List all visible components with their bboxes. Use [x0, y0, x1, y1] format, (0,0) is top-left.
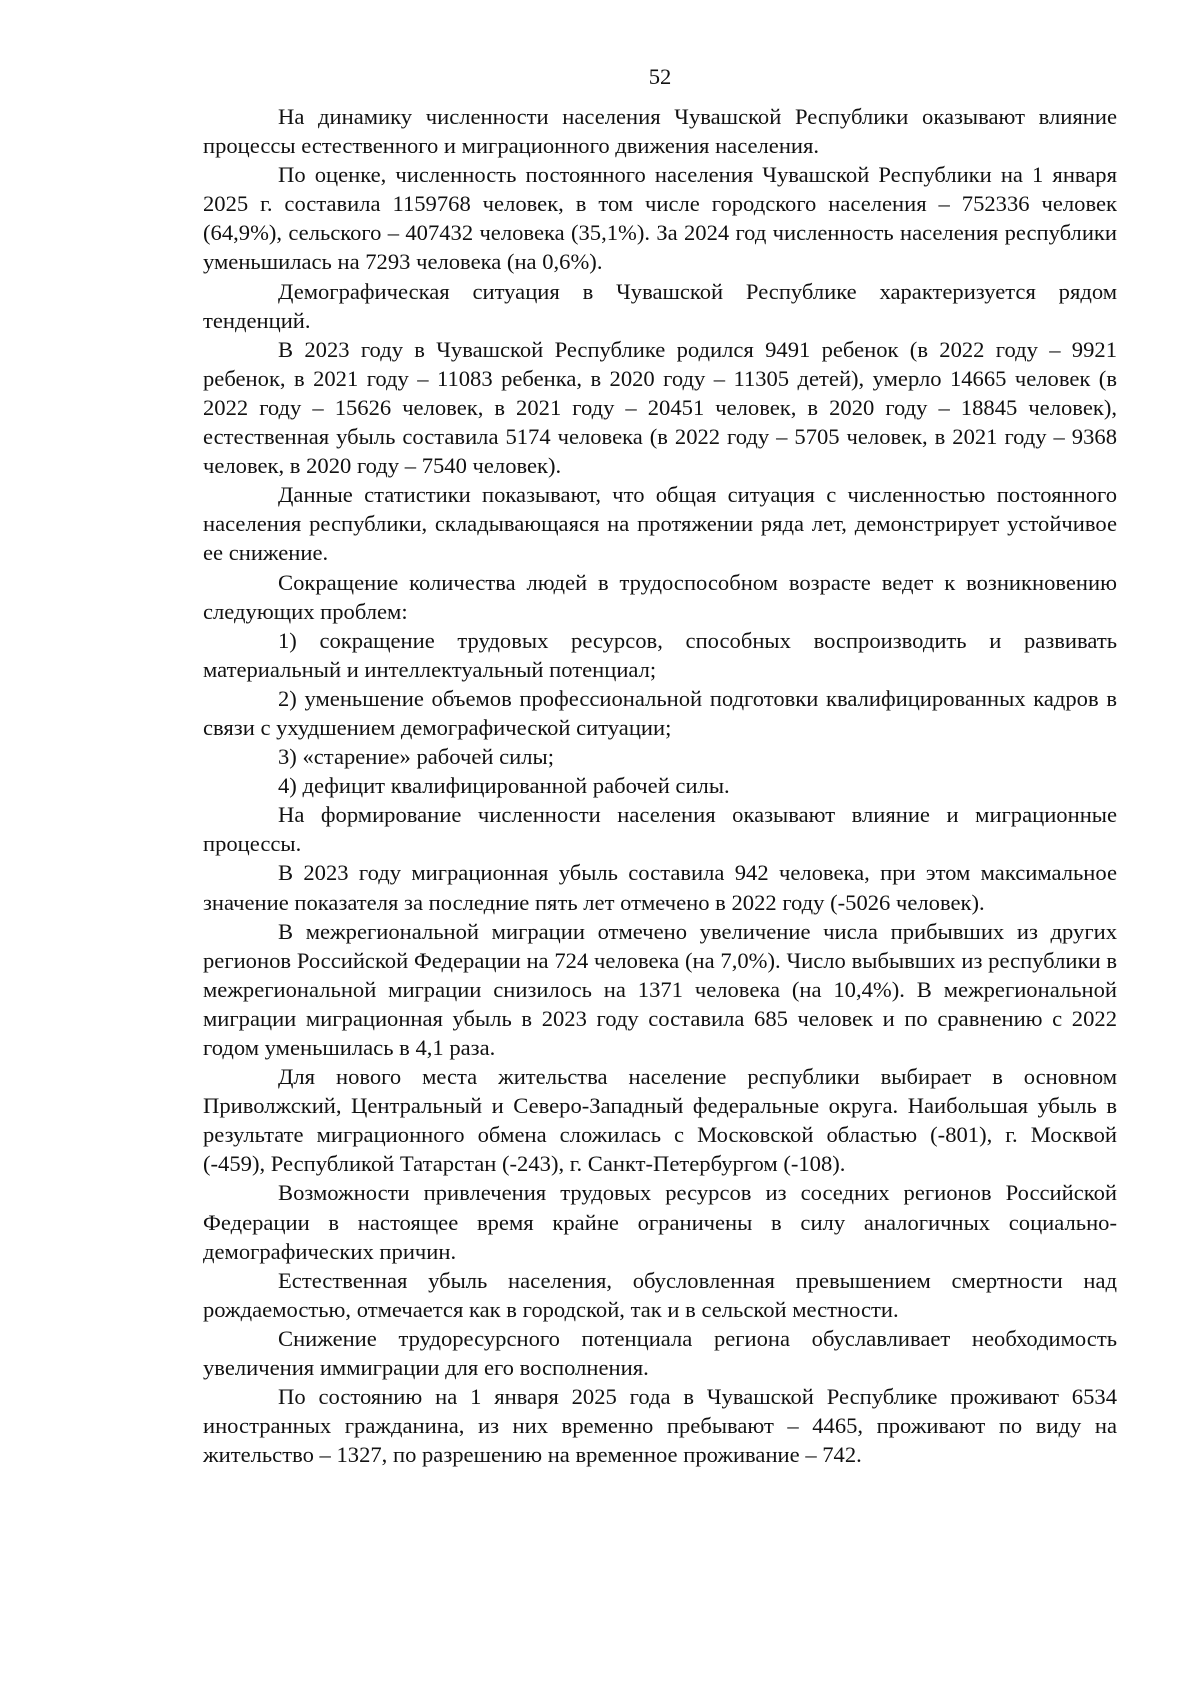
paragraph-foreign-citizens: По состоянию на 1 января 2025 года в Чувашской Республике проживают 6534 иностранных гражданина, из них временно пребывают – 4465, проживают по виду на жительство – 1327, по разрешению на временное проживание – 742.: [203, 1384, 1117, 1468]
paragraph-births-deaths: В 2023 году в Чувашской Республике родился 9491 ребенок (в 2022 году – 9921 ребенок, в 2021 году – 11083 ребенка, в 2020 году – 11305 детей), умерло 14665 человек (в 2022 году – 15626 человек, в 2021 году – 20451 человек, в 2020 году – 18845 человек), естественная убыль составила 5174 человека (в 2022 году – 5705 человек, в 2021 году – 9368 человек, в 2020 году – 7540 человек).: [203, 336, 1117, 479]
paragraph-population-dynamics: На динамику численности населения Чувашской Республики оказывают влияние процессы естественного и миграционного движения населения.: [203, 104, 1117, 159]
list-item-problem-3: 3) «старение» рабочей силы;: [278, 744, 554, 770]
paragraph-demographic-situation: Демографическая ситуация в Чувашской Республике характеризуется рядом тенденций.: [203, 278, 1117, 333]
list-item-problem-4: 4) дефицит квалифицированной рабочей силы.: [278, 773, 730, 799]
paragraph-natural-decrease: Естественная убыль населения, обусловленная превышением смертности над рождаемостью, отмечается как в городской, так и в сельской местности.: [203, 1267, 1117, 1322]
paragraph-working-age-problems: Сокращение количества людей в трудоспособном возрасте ведет к возникновению следующих проблем:: [203, 569, 1117, 624]
paragraph-statistics-decline: Данные статистики показывают, что общая ситуация с численностью постоянного населения республики, складывающаяся на протяжении ряда лет, демонстрирует устойчивое ее снижение.: [203, 482, 1117, 566]
list-item-problem-1: 1) сокращение трудовых ресурсов, способных воспроизводить и развивать материальный и интеллектуальный потенциал;: [203, 627, 1117, 682]
paragraph-population-estimate: По оценке, численность постоянного населения Чувашской Республики на 1 января 2025 г. составила 1159768 человек, в том числе городского населения – 752336 человек (64,9%), сельского – 407432 человека (35,1%). За 2024 год численность населения республики уменьшилась на 7293 человека (на 0,6%).: [203, 162, 1117, 275]
list-item-problem-2: 2) уменьшение объемов профессиональной подготовки квалифицированных кадров в связи с ухудшением демографической ситуации;: [203, 685, 1117, 740]
paragraph-migration-influence: На формирование численности населения оказывают влияние и миграционные процессы.: [203, 802, 1117, 857]
document-page: [203, 62, 1117, 1469]
paragraph-interregional-migration: В межрегиональной миграции отмечено увеличение числа прибывших из других регионов Российской Федерации на 724 человека (на 7,0%). Число выбывших из республики в межрегиональной миграции снизилось на 1371 человека (на 10,4%). В межрегиональной миграции миграционная убыль в 2023 году составила 685 человек и по сравнению с 2022 годом уменьшилась в 4,1 раза.: [203, 918, 1117, 1060]
page-number: 52: [648, 64, 672, 89]
paragraph-migration-loss-2023: В 2023 году миграционная убыль составила 942 человека, при этом максимальное значение показателя за последние пять лет отмечено в 2022 году (-5026 человек).: [203, 860, 1117, 915]
paragraph-labor-attraction: Возможности привлечения трудовых ресурсов из соседних регионов Российской Федерации в настоящее время крайне ограничены в силу аналогичных социально-демографических причин.: [203, 1180, 1117, 1264]
paragraph-destination-regions: Для нового места жительства население республики выбирает в основном Приволжский, Центральный и Северо-Западный федеральные округа. Наибольшая убыль в результате миграционного обмена сложилась с Московской областью (-801), г. Москвой (-459), Республикой Татарстан (-243), г. Санкт-Петербургом (-108).: [203, 1064, 1117, 1177]
paragraph-immigration-need: Снижение трудоресурсного потенциала региона обуславливает необходимость увеличения иммиграции для его восполнения.: [203, 1325, 1117, 1381]
